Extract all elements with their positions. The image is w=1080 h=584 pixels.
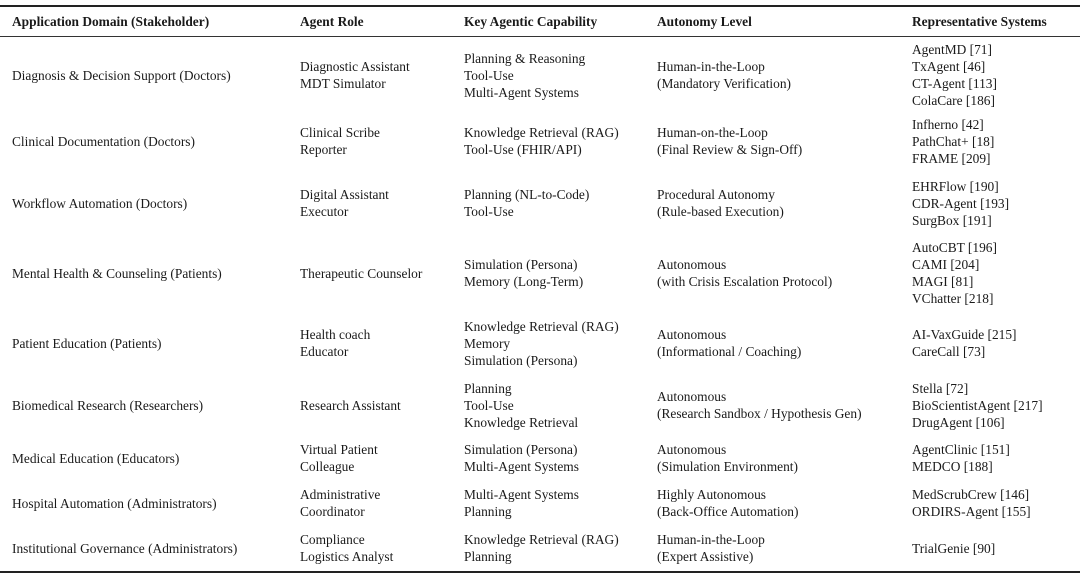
- agent-role-line: Educator: [300, 344, 349, 359]
- capability-cell: [452, 37, 645, 112]
- table-row: [0, 111, 1080, 171]
- table-row: [0, 481, 1080, 525]
- capability-line: Knowledge Retrieval (RAG): [464, 125, 619, 140]
- systems-line: CDR-Agent [193]: [912, 195, 1010, 211]
- domain-cell: Clinical Documentation (Doctors): [12, 133, 195, 149]
- autonomy-cell: [645, 235, 900, 311]
- autonomy-cell-lines: [657, 256, 900, 290]
- header-representative-systems: Representative Systems: [912, 14, 1047, 29]
- agent-role-line: Coordinator: [300, 504, 365, 519]
- autonomy-line: Highly Autonomous: [657, 487, 766, 502]
- capability-line: Tool-Use (FHIR/API): [464, 142, 582, 157]
- autonomy-line: (Research Sandbox / Hypothesis Gen): [657, 406, 862, 421]
- autonomy-cell-lines: [657, 326, 900, 360]
- capability-cell-lines: [464, 380, 645, 431]
- capability-cell-lines: [464, 441, 645, 475]
- autonomy-line: (with Crisis Escalation Protocol): [657, 274, 833, 289]
- capability-cell-lines: [464, 318, 645, 369]
- domain-cell: Workflow Automation (Doctors): [12, 195, 188, 211]
- header-row: [0, 6, 1080, 37]
- autonomy-cell-lines: [657, 124, 900, 158]
- systems-cell-lines: [912, 380, 1080, 431]
- systems-cell-lines: [912, 486, 1080, 520]
- systems-line: TxAgent [46]: [912, 59, 986, 74]
- table-row: [0, 525, 1080, 572]
- domain-cell: Patient Education (Patients): [12, 335, 162, 351]
- systems-line: AI-VaxGuide [215]: [912, 327, 1017, 342]
- autonomy-line: (Mandatory Verification): [657, 76, 791, 91]
- domain-cell: Hospital Automation (Administrators): [12, 495, 217, 511]
- autonomy-cell: [645, 111, 900, 171]
- capability-line: Multi-Agent Systems: [464, 487, 579, 502]
- capability-line: Planning: [464, 380, 512, 396]
- autonomy-cell: [645, 311, 900, 375]
- capability-cell-lines: [464, 256, 645, 290]
- autonomy-line: (Back-Office Automation): [657, 504, 799, 519]
- systems-line: MAGI [81]: [912, 274, 974, 289]
- systems-line: SurgBox [191]: [912, 212, 992, 228]
- agent-role-cell: [288, 525, 452, 572]
- agent-role-line: Health coach: [300, 327, 371, 342]
- capability-line: Simulation (Persona): [464, 352, 578, 368]
- agent-applications-table: [0, 5, 1080, 573]
- autonomy-cell: [645, 525, 900, 572]
- systems-line: MedScrubCrew [146]: [912, 487, 1030, 502]
- table-row: [0, 375, 1080, 435]
- agent-role-line: MDT Simulator: [300, 76, 386, 91]
- systems-cell-lines: [912, 441, 1080, 475]
- systems-cell: [900, 111, 1080, 171]
- capability-line: Memory (Long-Term): [464, 274, 584, 289]
- autonomy-cell-lines: [657, 441, 900, 475]
- domain-cell: Biomedical Research (Researchers): [12, 397, 204, 413]
- domain-cell: Diagnosis & Decision Support (Doctors): [12, 67, 231, 83]
- capability-cell: [452, 435, 645, 481]
- autonomy-line: Procedural Autonomy: [657, 187, 775, 202]
- agent-applications-table-container: [0, 5, 1080, 573]
- systems-line: ColaCare [186]: [912, 93, 995, 108]
- agent-role-cell: [288, 435, 452, 481]
- capability-line: Knowledge Retrieval (RAG): [464, 532, 619, 547]
- header-application-domain: Application Domain (Stakeholder): [12, 14, 210, 29]
- agent-role-line: Virtual Patient: [300, 442, 378, 457]
- capability-line: Memory: [464, 335, 511, 351]
- autonomy-cell: [645, 171, 900, 235]
- agent-role-cell-lines: [300, 326, 452, 360]
- agent-role-line: Administrative: [300, 487, 381, 502]
- systems-line: Stella [72]: [912, 380, 969, 396]
- table-row: [0, 37, 1080, 112]
- autonomy-line: Autonomous: [657, 442, 727, 457]
- autonomy-cell: [645, 37, 900, 112]
- autonomy-line: (Rule-based Execution): [657, 204, 784, 219]
- table-body: [0, 37, 1080, 573]
- agent-role-cell-lines: [300, 486, 452, 520]
- capability-cell: [452, 525, 645, 572]
- capability-line: Knowledge Retrieval: [464, 414, 579, 430]
- autonomy-line: (Simulation Environment): [657, 459, 798, 474]
- agent-role-cell-lines: [300, 531, 452, 565]
- autonomy-line: Autonomous: [657, 257, 727, 272]
- systems-cell: [900, 235, 1080, 311]
- systems-line: VChatter [218]: [912, 291, 994, 306]
- capability-line: Tool-Use: [464, 397, 514, 413]
- capability-cell-lines: [464, 486, 645, 520]
- systems-cell: [900, 375, 1080, 435]
- agent-role-line: Therapeutic Counselor: [300, 265, 423, 281]
- systems-line: FRAME [209]: [912, 150, 991, 166]
- agent-role-line: Logistics Analyst: [300, 549, 394, 564]
- agent-role-cell: [288, 235, 452, 311]
- systems-line: Infherno [42]: [912, 116, 984, 132]
- systems-cell-lines: [912, 540, 1080, 557]
- systems-line: ORDIRS-Agent [155]: [912, 504, 1031, 519]
- autonomy-cell: [645, 375, 900, 435]
- capability-cell: [452, 235, 645, 311]
- agent-role-cell: [288, 171, 452, 235]
- systems-cell-lines: [912, 326, 1080, 360]
- capability-line: Simulation (Persona): [464, 257, 578, 272]
- autonomy-cell: [645, 481, 900, 525]
- capability-cell: [452, 311, 645, 375]
- systems-cell-lines: [912, 239, 1080, 307]
- capability-line: Planning (NL-to-Code): [464, 187, 590, 202]
- autonomy-line: Human-in-the-Loop: [657, 532, 765, 547]
- capability-cell: [452, 111, 645, 171]
- capability-line: Multi-Agent Systems: [464, 84, 579, 100]
- systems-line: EHRFlow [190]: [912, 178, 999, 194]
- autonomy-cell-lines: [657, 486, 900, 520]
- autonomy-cell-lines: [657, 186, 900, 220]
- agent-role-cell-lines: [300, 265, 452, 282]
- autonomy-line: (Expert Assistive): [657, 549, 754, 564]
- systems-cell-lines: [912, 178, 1080, 229]
- domain-cell: Institutional Governance (Administrators): [12, 540, 238, 556]
- autonomy-line: Human-in-the-Loop: [657, 59, 765, 74]
- autonomy-line: (Informational / Coaching): [657, 344, 802, 359]
- systems-line: CareCall [73]: [912, 344, 986, 359]
- capability-cell: [452, 171, 645, 235]
- agent-role-cell-lines: [300, 441, 452, 475]
- header-autonomy-level: Autonomy Level: [657, 14, 752, 29]
- systems-line: BioScientistAgent [217]: [912, 397, 1043, 413]
- agent-role-cell-lines: [300, 58, 452, 92]
- agent-role-line: Reporter: [300, 142, 347, 157]
- capability-line: Knowledge Retrieval (RAG): [464, 318, 619, 334]
- agent-role-cell: [288, 481, 452, 525]
- capability-cell-lines: [464, 531, 645, 565]
- capability-cell-lines: [464, 186, 645, 220]
- capability-line: Tool-Use: [464, 67, 514, 83]
- table-row: [0, 171, 1080, 235]
- capability-cell-lines: [464, 124, 645, 158]
- capability-line: Tool-Use: [464, 204, 514, 219]
- systems-cell: [900, 525, 1080, 572]
- autonomy-cell-lines: [657, 58, 900, 92]
- agent-role-line: Compliance: [300, 532, 365, 547]
- domain-cell: Medical Education (Educators): [12, 450, 180, 466]
- systems-cell: [900, 481, 1080, 525]
- systems-line: AgentMD [71]: [912, 42, 992, 57]
- systems-line: CT-Agent [113]: [912, 76, 997, 91]
- table-header: [0, 6, 1080, 37]
- autonomy-line: Autonomous: [657, 389, 727, 404]
- systems-line: DrugAgent [106]: [912, 414, 1005, 430]
- header-key-agentic-capability: Key Agentic Capability: [464, 14, 598, 29]
- agent-role-line: Colleague: [300, 459, 355, 474]
- agent-role-cell: [288, 111, 452, 171]
- capability-line: Multi-Agent Systems: [464, 459, 579, 474]
- agent-role-line: Diagnostic Assistant: [300, 59, 410, 74]
- agent-role-cell-lines: [300, 186, 452, 220]
- systems-cell: [900, 171, 1080, 235]
- agent-role-line: Research Assistant: [300, 397, 401, 413]
- systems-cell: [900, 311, 1080, 375]
- agent-role-line: Digital Assistant: [300, 187, 389, 202]
- agent-role-line: Clinical Scribe: [300, 125, 380, 140]
- capability-line: Planning: [464, 504, 512, 519]
- systems-cell: [900, 435, 1080, 481]
- capability-cell: [452, 375, 645, 435]
- capability-line: Planning: [464, 549, 512, 564]
- capability-cell-lines: [464, 50, 645, 101]
- agent-role-cell-lines: [300, 397, 452, 414]
- capability-line: Simulation (Persona): [464, 442, 578, 457]
- domain-cell: Mental Health & Counseling (Patients): [12, 265, 222, 281]
- autonomy-line: Human-on-the-Loop: [657, 125, 768, 140]
- systems-line: TrialGenie [90]: [912, 540, 996, 556]
- systems-line: MEDCO [188]: [912, 459, 993, 474]
- header-agent-role: Agent Role: [300, 14, 364, 29]
- agent-role-cell: [288, 37, 452, 112]
- table-row: [0, 235, 1080, 311]
- autonomy-cell: [645, 435, 900, 481]
- autonomy-line: Autonomous: [657, 327, 727, 342]
- systems-line: CAMI [204]: [912, 257, 980, 272]
- systems-cell-lines: [912, 41, 1080, 109]
- systems-line: AgentClinic [151]: [912, 442, 1010, 457]
- table-row: [0, 311, 1080, 375]
- agent-role-cell-lines: [300, 124, 452, 158]
- systems-line: AutoCBT [196]: [912, 240, 997, 255]
- table-row: [0, 435, 1080, 481]
- systems-line: PathChat+ [18]: [912, 133, 995, 149]
- autonomy-cell-lines: [657, 531, 900, 565]
- agent-role-cell: [288, 375, 452, 435]
- systems-cell: [900, 37, 1080, 112]
- capability-line: Planning & Reasoning: [464, 50, 586, 66]
- agent-role-line: Executor: [300, 204, 349, 219]
- capability-cell: [452, 481, 645, 525]
- autonomy-cell-lines: [657, 388, 900, 422]
- systems-cell-lines: [912, 116, 1080, 167]
- autonomy-line: (Final Review & Sign-Off): [657, 142, 803, 157]
- agent-role-cell: [288, 311, 452, 375]
